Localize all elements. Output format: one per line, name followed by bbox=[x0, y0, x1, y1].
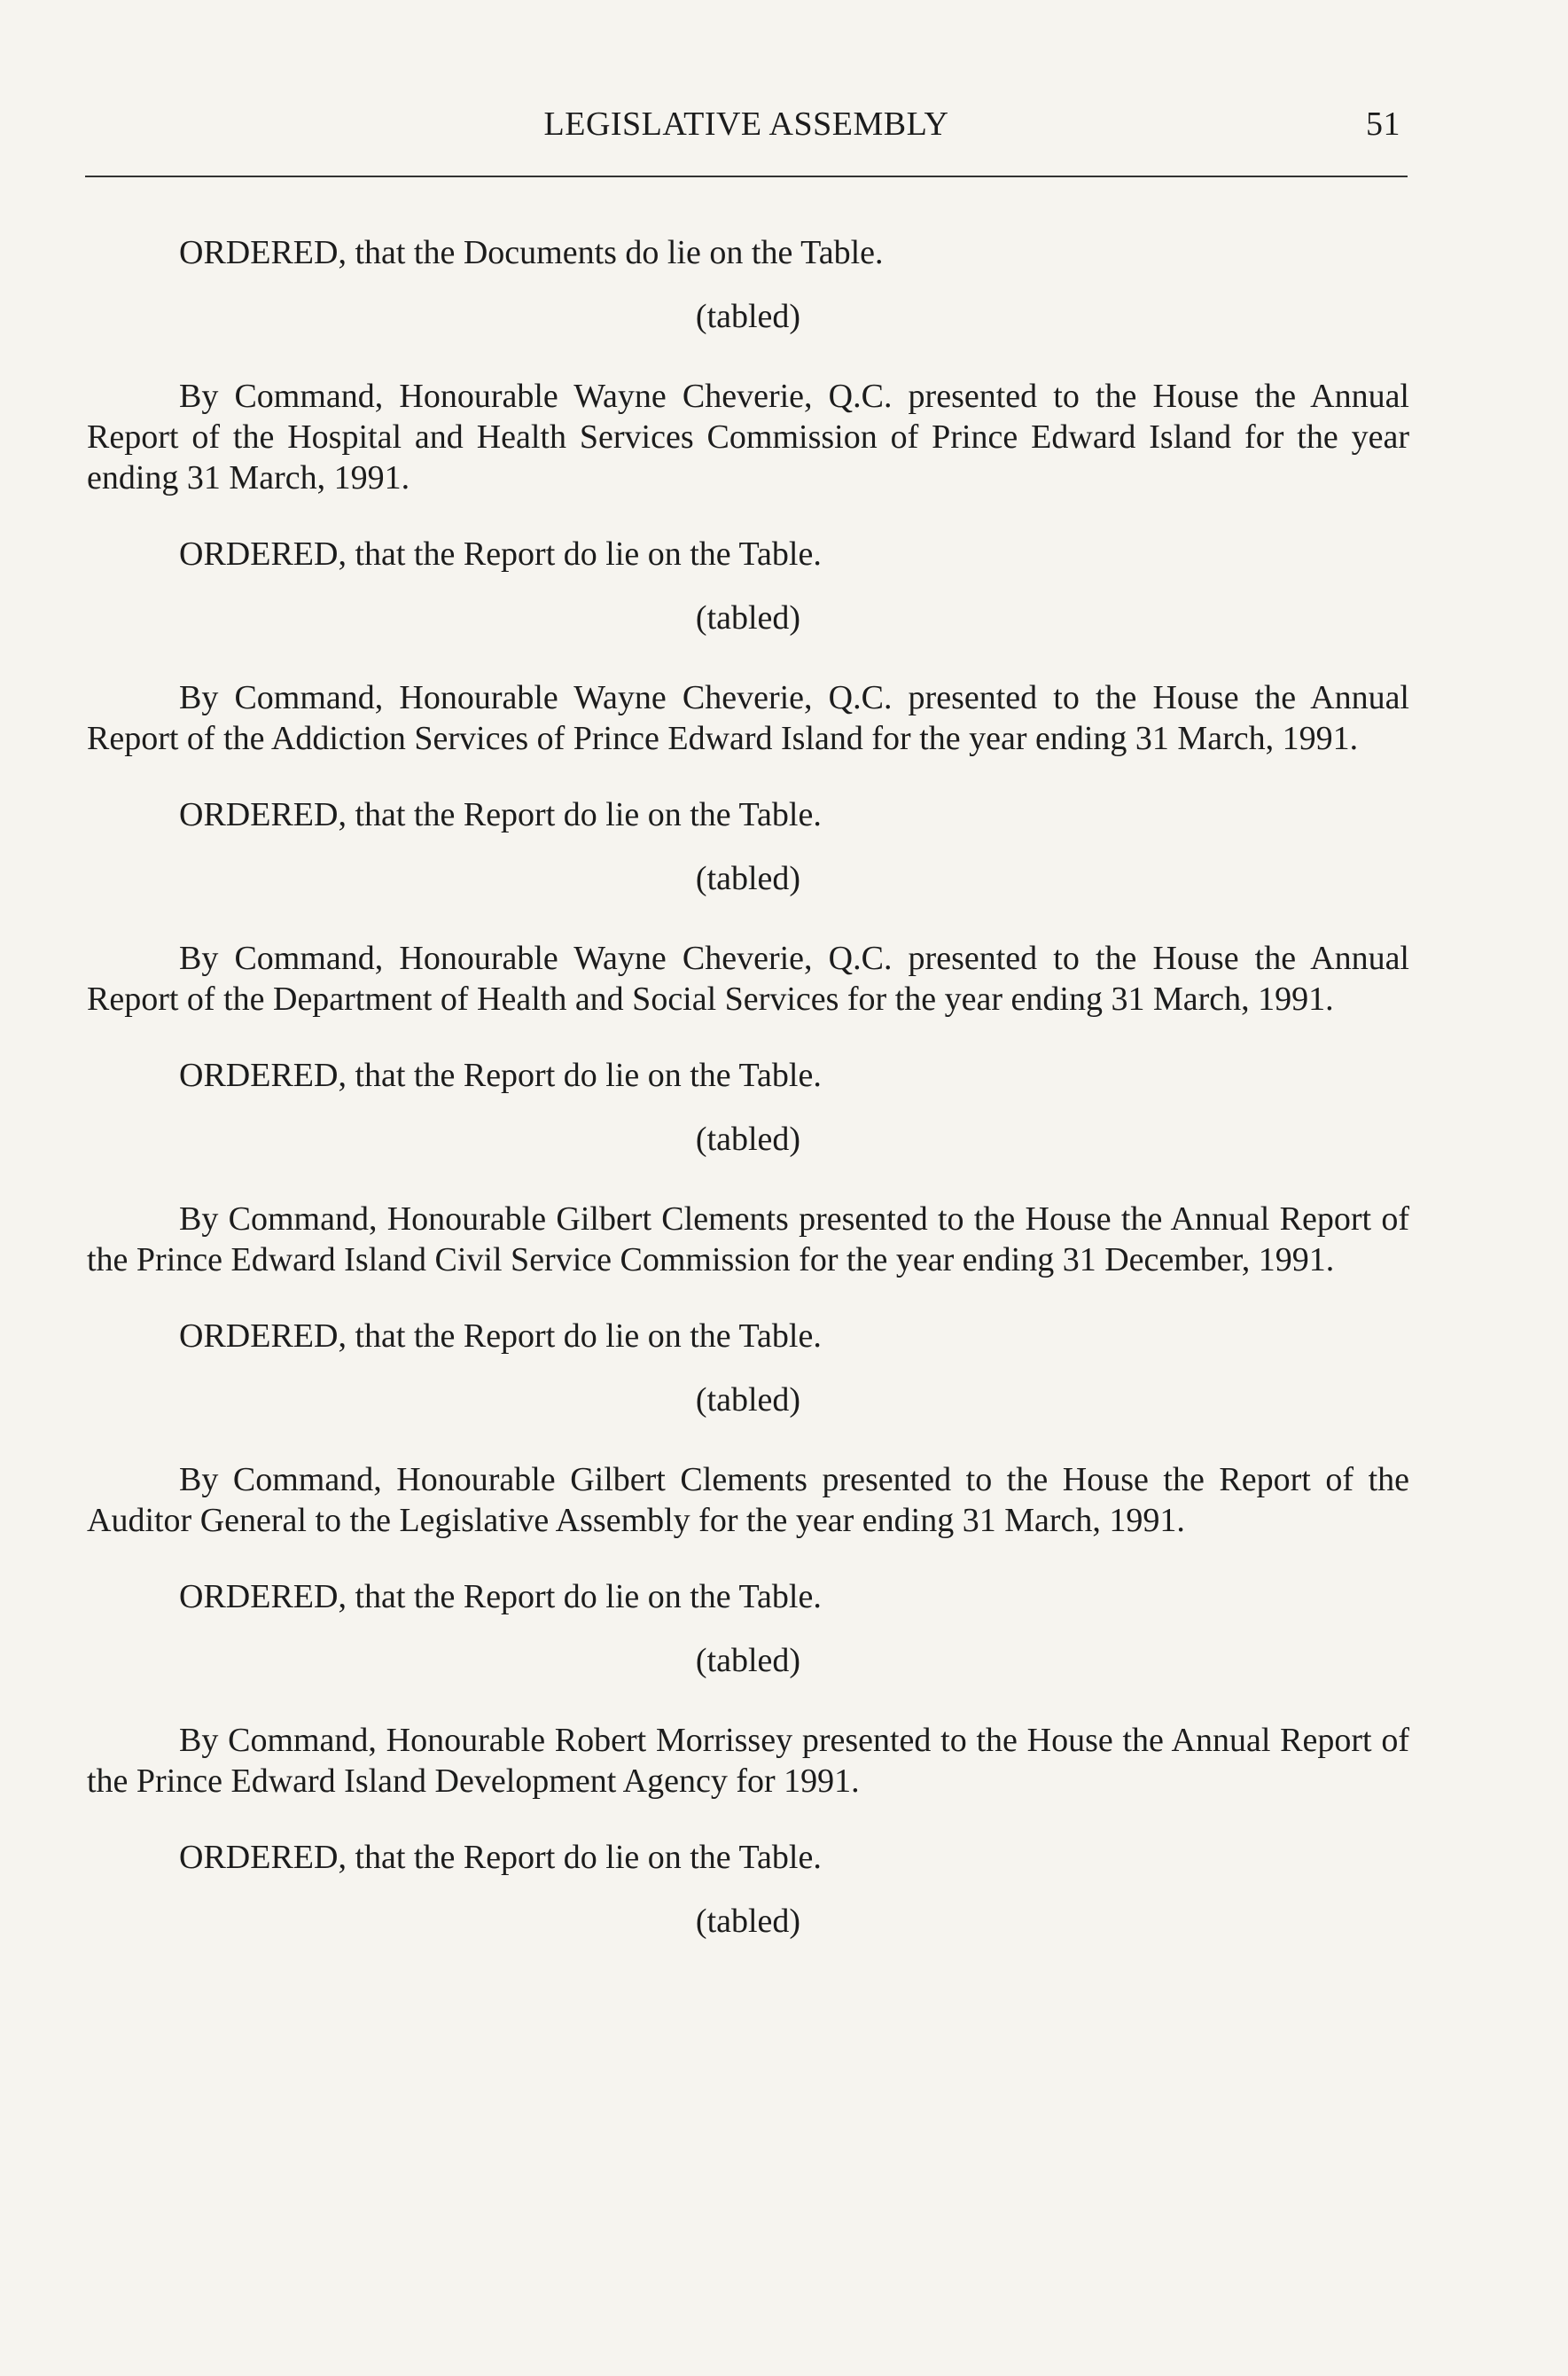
tabled-label: (tabled) bbox=[695, 298, 801, 335]
ordered-statement: ORDERED, that the Report do lie on the Table. bbox=[179, 1578, 822, 1615]
page-body bbox=[87, 232, 1409, 1942]
presentation-paragraph: By Command, Honourable Wayne Cheverie, Q.C. presented to the House the Annual Report of the Department of Health and Social Services for the year ending 31 March, 1991. bbox=[87, 940, 1409, 1018]
presentation-paragraph: By Command, Honourable Gilbert Clements presented to the House the Report of the Auditor General to the Legislative Assembly for the year ending 31 March, 1991. bbox=[87, 1461, 1409, 1539]
header-rule bbox=[85, 176, 1408, 177]
ordered-statement: ORDERED, that the Report do lie on the Table. bbox=[179, 535, 822, 573]
tabled-label: (tabled) bbox=[695, 1121, 801, 1158]
presentation-paragraph: By Command, Honourable Wayne Cheverie, Q.C. presented to the House the Annual Report of the Addiction Services of Prince Edward Island for the year ending 31 March, 1991. bbox=[87, 679, 1409, 757]
header-title: LEGISLATIVE ASSEMBLY bbox=[543, 106, 949, 143]
page-header bbox=[85, 105, 1408, 149]
ordered-statement: ORDERED, that the Report do lie on the Table. bbox=[179, 796, 822, 833]
ordered-statement: ORDERED, that the Report do lie on the Table. bbox=[179, 1317, 822, 1355]
tabled-label: (tabled) bbox=[695, 860, 801, 897]
presentation-paragraph: By Command, Honourable Robert Morrissey presented to the House the Annual Report of the Prince Edward Island Development Agency for 1991. bbox=[87, 1722, 1409, 1800]
ordered-statement: ORDERED, that the Documents do lie on the Table. bbox=[179, 234, 884, 271]
presentation-paragraph: By Command, Honourable Wayne Cheverie, Q.C. presented to the House the Annual Report of the Hospital and Health Services Commission of Prince Edward Island for the year ending 31 March, 1991. bbox=[87, 378, 1409, 496]
presentation-paragraph: By Command, Honourable Gilbert Clements presented to the House the Annual Report of the Prince Edward Island Civil Service Commission for the year ending 31 December, 1991. bbox=[87, 1200, 1409, 1278]
tabled-label: (tabled) bbox=[695, 599, 801, 637]
tabled-label: (tabled) bbox=[695, 1903, 801, 1940]
tabled-label: (tabled) bbox=[695, 1381, 801, 1419]
ordered-statement: ORDERED, that the Report do lie on the Table. bbox=[179, 1839, 822, 1876]
ordered-statement: ORDERED, that the Report do lie on the Table. bbox=[179, 1057, 822, 1094]
tabled-label: (tabled) bbox=[695, 1642, 801, 1679]
page-number: 51 bbox=[1366, 106, 1400, 143]
